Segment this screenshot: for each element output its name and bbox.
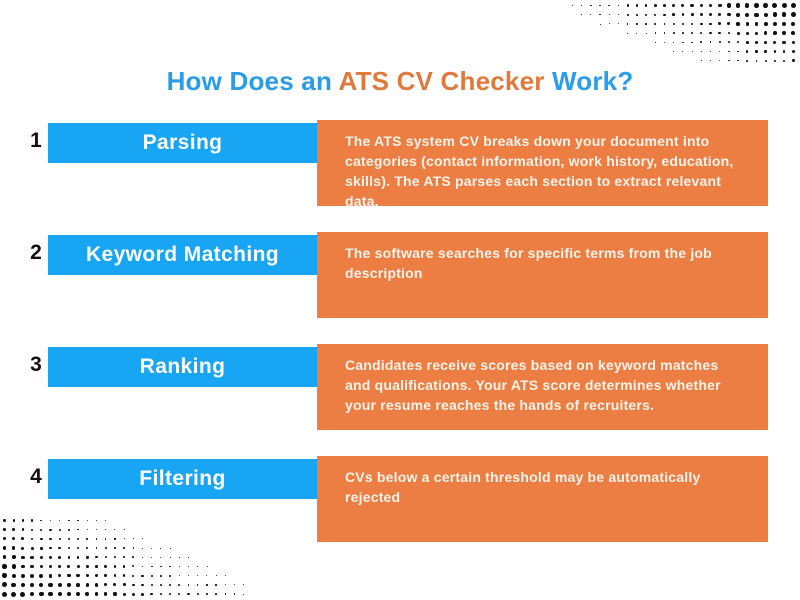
title-part-blue-2: Work? [544,66,634,96]
step-number: 3 [30,353,42,376]
halftone-pattern-top-right [570,3,798,67]
step-description: Candidates receive scores based on keyword matches and qualifications. Your ATS score determines whether your resume reaches the hands of recruiters. [317,344,768,430]
step-label-bar: Filtering [48,459,317,499]
step-row-keyword-matching [0,232,800,318]
step-number: 4 [30,465,42,488]
title-part-blue-1: How Does an [166,66,339,96]
step-label-bar: Ranking [48,347,317,387]
step-label-bar: Keyword Matching [48,235,317,275]
step-row-parsing [0,120,800,209]
step-row-ranking [0,344,800,430]
step-label-bar: Parsing [48,123,317,163]
step-number: 1 [30,129,42,152]
title-part-orange: ATS CV Checker [338,66,545,96]
step-description: CVs below a certain threshold may be automatically rejected [317,456,768,542]
step-row-filtering [0,456,800,542]
step-description: The software searches for specific terms from the job description [317,232,768,318]
step-number: 2 [30,241,42,264]
page-title [0,64,800,98]
steps-list [0,120,800,568]
step-description: The ATS system CV breaks down your document into categories (contact information, work history, education, skills). The ATS parses each section to extract relevant data. [317,120,768,206]
